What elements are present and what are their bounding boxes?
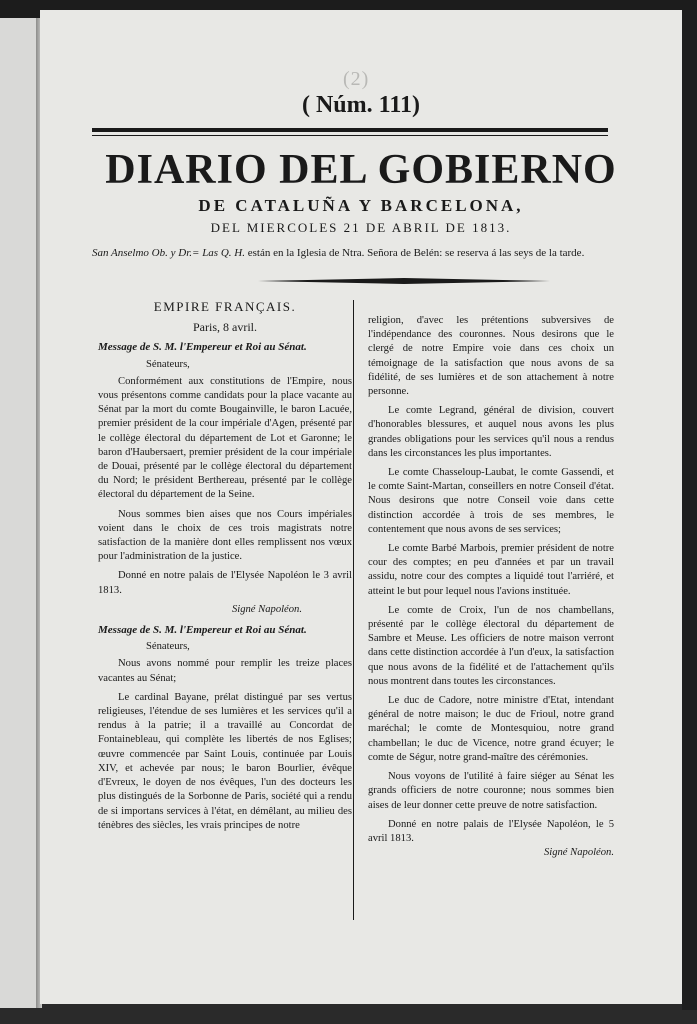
saint-notice — [92, 246, 612, 260]
paragraph: Le comte Chasseloup-Laubat, le comte Gassendi, et le comte Saint-Martan, conseillers en notre Conseil d'état. Nous desirons que notre Conseil voie dans cette distinction accordée à trois de ses membres, le contentement que nous avons de ses services; — [368, 467, 614, 535]
scan-right-edge — [682, 10, 697, 1010]
masthead-subtitle: DE CATALUÑA Y BARCELONA, — [198, 196, 524, 215]
masthead-title: DIARIO DEL GOBIERNO — [105, 147, 617, 193]
masthead-top-rule-thick — [92, 128, 608, 132]
left-column — [98, 300, 352, 838]
message-title: Message de S. M. l'Empereur et Roi au Sénat. — [98, 624, 307, 637]
saint-notice-lead: San Anselmo Ob. y Dr.= Las Q. H. — [92, 247, 245, 259]
salutation: Sénateurs, — [146, 641, 190, 653]
place-date: Paris, 8 avril. — [193, 320, 257, 335]
paragraph: Nous avons nommé pour remplir les treize places vacantes au Sénat; — [98, 658, 352, 684]
section-heading: EMPIRE FRANÇAIS. — [153, 299, 297, 314]
paragraph: Donné en notre palais de l'Elysée Napoléon le 3 avril 1813. — [98, 570, 352, 596]
signature: Signé Napoléon. — [231, 603, 302, 615]
paragraph: Nous sommes bien aises que nos Cours impériales voient dans le choix de ces trois magistrats notre satisfaction de la manière dont elles remplissent nos vœux pour l'administration de la justice. — [98, 508, 352, 563]
right-column — [368, 314, 614, 866]
paragraph: Nous voyons de l'utilité à faire siéger au Sénat les grands officiers de notre couronne; nous sommes bien aises de leur donner cette preuve de notre satisfaction. — [368, 771, 614, 811]
paragraph: Le duc de Cadore, notre ministre d'Etat, intendant général de notre maison; le duc de Frioul, notre grand maréchal; le comte de Montesquiou, notre grand chambellan; le duc de Vicence, notre grand écuyer; le comte de Ségur, notre grand-maître des cérémonies. — [368, 695, 614, 763]
newspaper-page — [40, 10, 682, 1004]
salutation: Sénateurs, — [146, 358, 190, 370]
masthead-top-rule-thin — [92, 135, 608, 136]
column-divider — [353, 300, 354, 920]
paragraph: Le cardinal Bayane, prélat distingué par ses vertus religieuses, l'étendue de ses lumières et les services qu'il a rendus à la patrie; il a travaillé au Concordat de Fontainebleau, qui complète les libertés de nos Eglises; œuvre commencée par Saint Louis, continuée par Louis XIV, et achevée par nous; le baron Bourlier, évêque d'Evreux, le doyen de nos évêques, l'un des docteurs les plus distingués de la Sorbonne de Paris, société qui a rendu de si importans services à l'état, en démêlant, au milieu des ténèbres des siècles, les vrais principes de notre — [98, 691, 352, 831]
paragraph: religion, d'avec les prétentions subversives de l'indépendance des couronnes. Nous desirons que le clergé de notre Empire voie dans ces choix un témoignage de la satisfaction que nous avons de sa fidélité, de ses lumières et de son attachement à notre personne. — [368, 315, 614, 398]
saint-notice-rest: están en la Iglesia de Ntra. Señora de Belén: se reserva á las seys de la tarde. — [244, 247, 585, 259]
paragraph: Le comte Barbé Marbois, premier président de notre cour des comptes; en peu d'années et par un travail assidu, notre cour des comptes a liquidé tout l'arriéré, et atteint le but pour lequel nous l'avions instituée. — [368, 543, 614, 597]
closing-line: Donné en notre palais de l'Elysée Napoléon, le 5 avril 1813. — [368, 818, 614, 844]
issue-number: ( Núm. 111) — [301, 92, 420, 118]
facing-page-edge — [0, 18, 38, 1008]
dateline: DEL MIERCOLES 21 DE ABRIL DE 1813. — [210, 220, 512, 235]
page-number: (2) — [343, 68, 370, 90]
signature: Signé Napoléon. — [543, 847, 614, 859]
paragraph: Conformément aux constitutions de l'Empire, nous vous présentons comme candidats pour la place vacante au Sénat par la mort du comte Bougainville, le baron Lacuée, premier président de la cour impériale d'Agen, présenté par le collège électoral du département de Lot et Garonne; le baron d'Haubersaert, premier président de la cour impériale de Douai, présenté par le collège électoral du département du Nord; le président Berthereau, présenté par le collège électoral du département de la Seine. — [98, 375, 352, 501]
paragraph: Le comte Legrand, général de division, couvert d'honorables blessures, et auquel nous avons les plus grandes obligations pour les services qu'il nous a rendus dans les circonstances les plus importantes. — [368, 405, 614, 459]
ornamental-rule — [258, 278, 550, 284]
paragraph: Le comte de Croix, l'un de nos chambellans, présenté par le collège électoral du département de Sambre et Meuse. Les officiers de notre maison verront dans cette distinction accordée à l'un d'eux, la satisfaction que nous avons de la fidélité et de l'attachement qu'ils nous montrent dans toutes les circonstances. — [368, 604, 614, 687]
message-title: Message de S. M. l'Empereur et Roi au Sénat. — [98, 341, 307, 354]
